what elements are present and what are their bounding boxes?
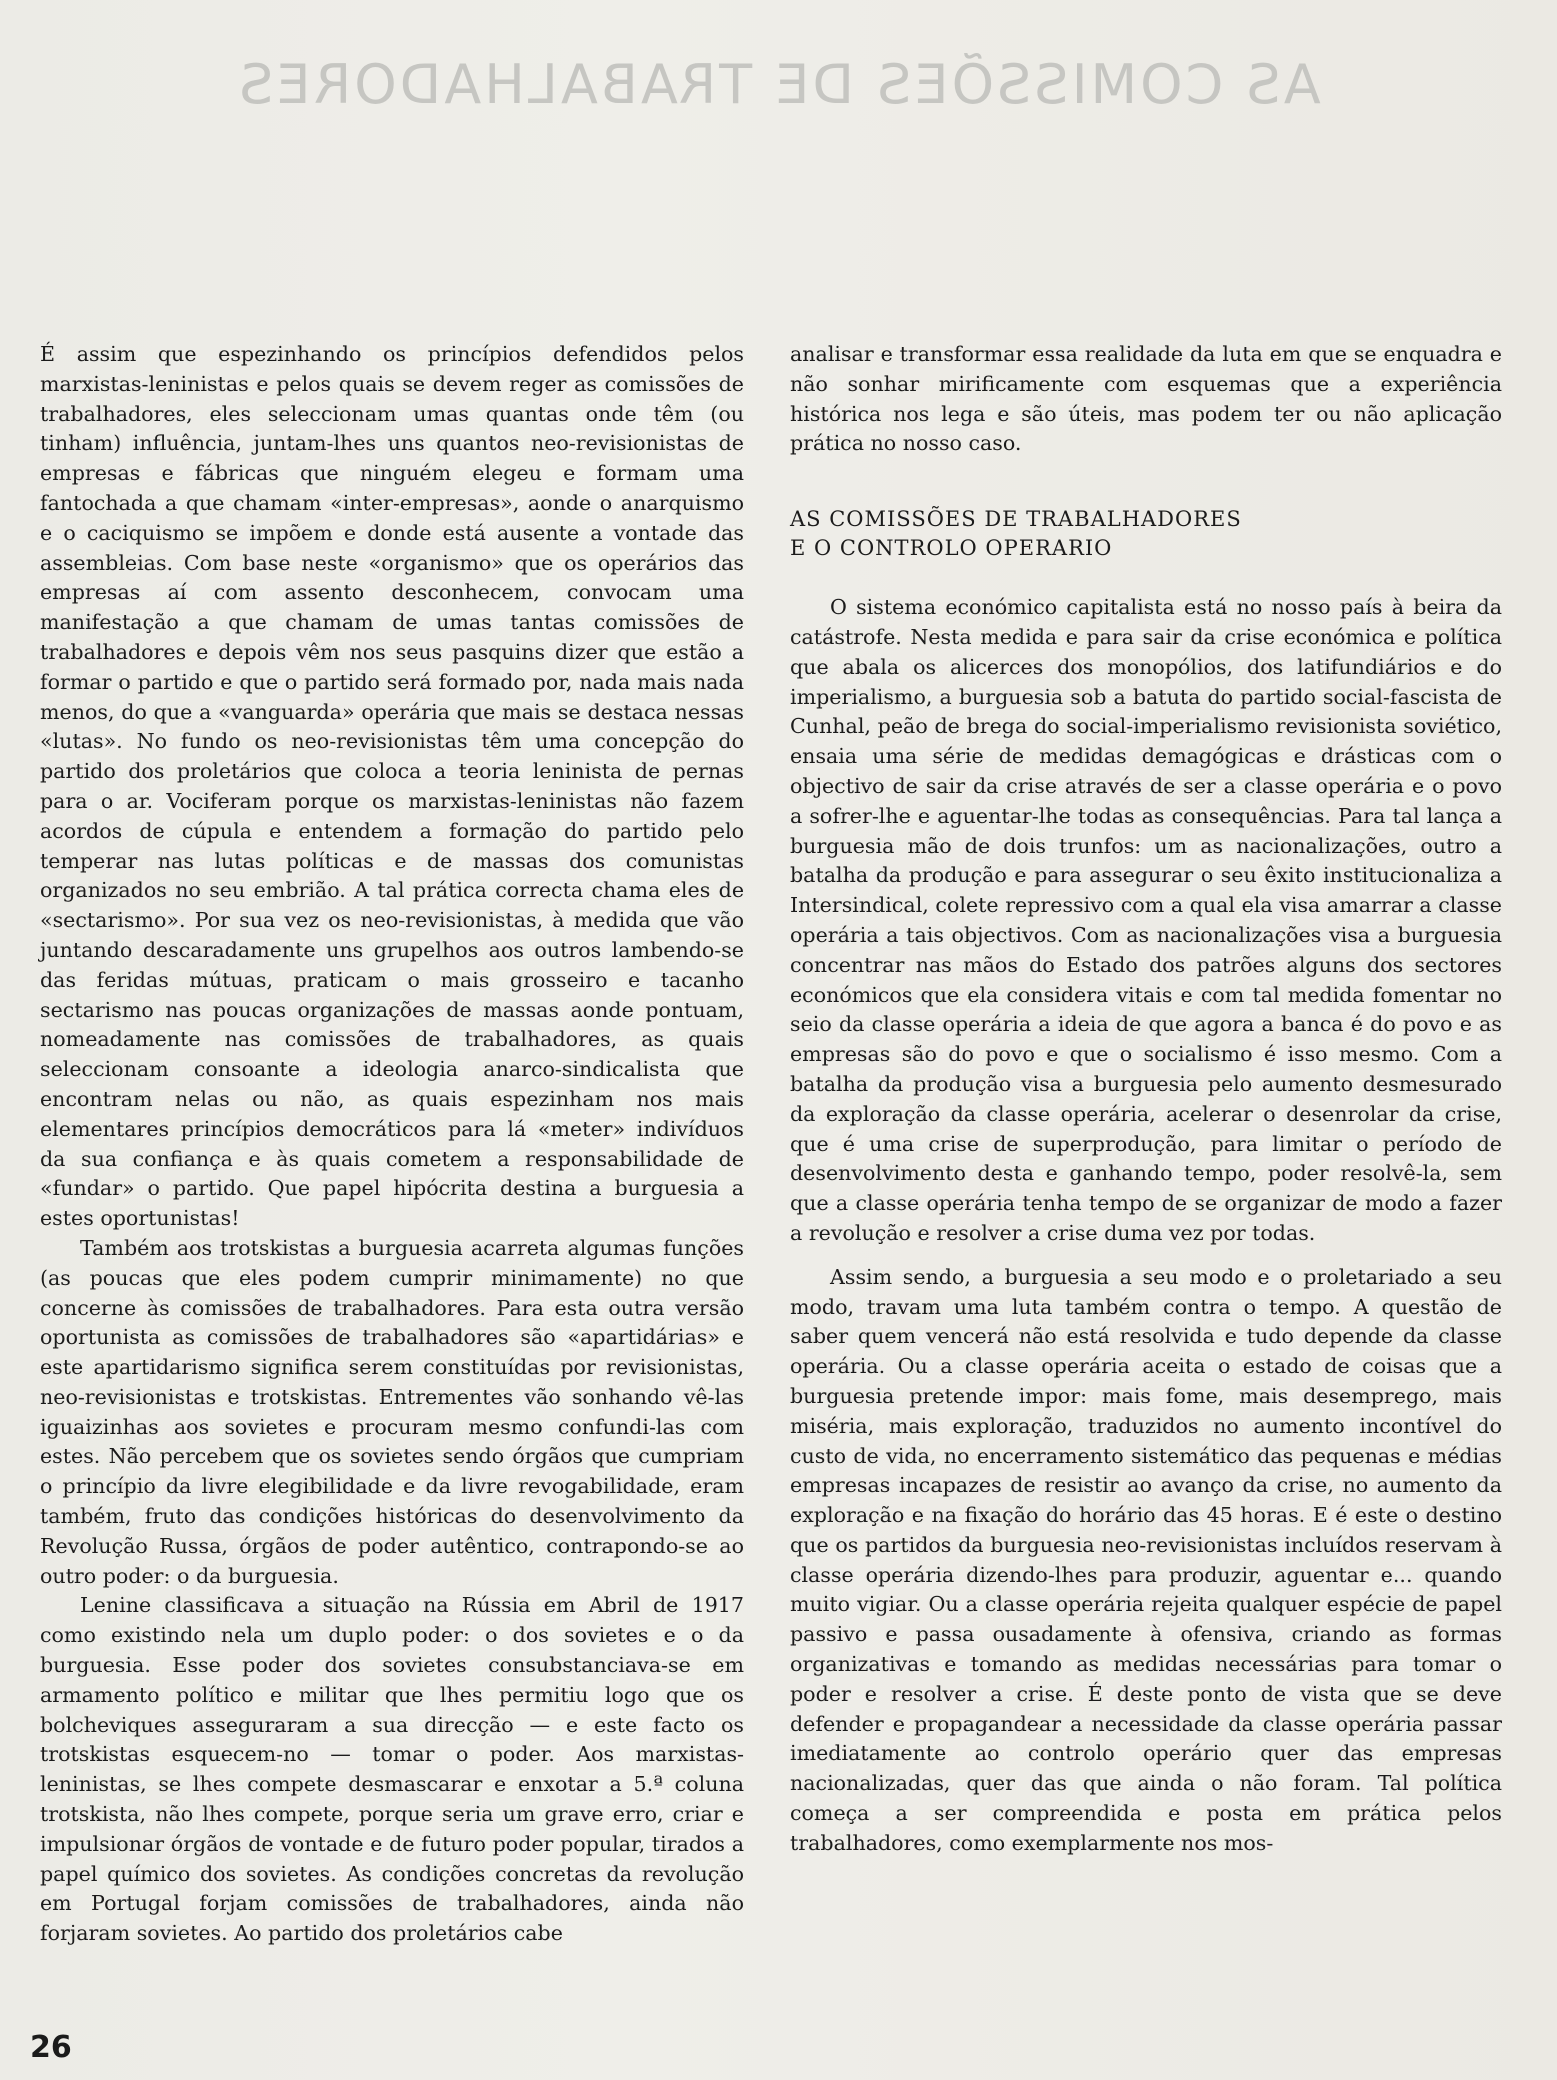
page-number: 26 [30, 2030, 72, 2065]
body-paragraph: Assim sendo, a burguesia a seu modo e o proletariado a seu modo, travam uma luta também contra o tempo. A questão de saber quem vencerá não está resolvida e tudo depende da classe operária. Ou a classe operária aceita o estado de coisas que a burguesia pretende impor: mais fome, mais desemprego, mais miséria, mais exploração, traduzidos no aumento incontível do custo de vida, no encerramento sistemático das pequenas e médias empresas incapazes de resistir ao avanço da crise, no aumento da exploração e na fixação do horário das 45 horas. E é este o destino que os partidos da burguesia neo-revisionistas incluídos reservam à classe operária dizendo-lhes para produzir, aguentar e... quando muito vigiar. Ou a classe operária rejeita qualquer espécie de papel passivo e passa ousadamente à ofensiva, criando as formas organizativas e tomando as medidas necessárias para tomar o poder e resolver a crise. É deste ponto de vista que se deve defender e propagandear a necessidade da classe operária passar imediatamente ao controlo operário quer das empresas nacionalizadas, quer das que ainda o não foram. Tal política começa a ser compreendida e posta em prática pelos trabalhadores, como exemplarmente nos mos- [790, 1264, 1502, 1855]
section-heading-line: E O CONTROLO OPERARIO [790, 536, 1113, 561]
body-paragraph: analisar e transformar essa realidade da luta em que se enquadra e não sonhar mirificamente com esquemas que a experiência histórica nos lega e são úteis, mas podem ter ou não aplicação prática no nosso caso. [790, 342, 1502, 456]
section-heading [790, 505, 1502, 563]
left-column [40, 340, 744, 1949]
body-paragraph: Também aos trotskistas a burguesia acarreta algumas funções (as poucas que eles podem cumprir minimamente) no que concerne às comissões de trabalhadores. Para esta outra versão oportunista as comissões de trabalhadores são «apartidárias» e este apartidarismo significa serem constituídas por revisionistas, neo-revisionistas e trotskistas. Entrementes vão sonhando vê-las iguaizinhas aos sovietes e procuram mesmo confundi-las com estes. Não percebem que os sovietes sendo órgãos que cumpriam o princípio da livre elegibilidade e da livre revogabilidade, eram também, fruto das condições históricas do desenvolvimento da Revolução Russa, órgãos de poder autêntico, contrapondo-se ao outro poder: o da burguesia. [40, 1235, 744, 1588]
right-column [790, 340, 1502, 1859]
body-paragraph: O sistema económico capitalista está no nosso país à beira da catástrofe. Nesta medida e para sair da crise económica e política que abala os alicerces dos monopólios, dos latifundiários e do imperialismo, a burguesia sob a batuta do partido social-fascista de Cunhal, peão de brega do social-imperialismo revisionista soviético, ensaia uma série de medidas demagógicas e drásticas com o objectivo de sair da crise através de ser a classe operária e o povo a sofrer-lhe e aguentar-lhe todas as consequências. Para tal lança a burguesia mão de dois trunfos: um as nacionalizações, outro a batalha da produção e para assegurar o seu êxito institucionaliza a Intersindical, colete repressivo com a qual ela visa amarrar a classe operária a tais objectivos. Com as nacionalizações visa a burguesia concentrar nas mãos do Estado dos patrões alguns dos sectores económicos que ela considera vitais e com tal medida fomentar no seio da classe operária a ideia de que agora a banca é do povo e as empresas são do povo e que o socialismo é isso mesmo. Com a batalha da produção visa a burguesia pelo aumento desmesurado da exploração da classe operária, acelerar o desenrolar da crise, que é uma crise de superprodução, para limitar o período de desenvolvimento desta e ganhando tempo, poder resolvê-la, sem que a classe operária tenha tempo de se organizar de modo a fazer a revolução e resolver a crise duma vez por todas. [790, 595, 1502, 1245]
body-paragraph: É assim que espezinhando os princípios defendidos pelos marxistas-leninistas e pelos quais se devem reger as comissões de trabalhadores, eles seleccionam umas quantas onde têm (ou tinham) influência, juntam-lhes uns quantos neo-revisionistas de empresas e fábricas que ninguém elegeu e formam uma fantochada a que chamam «inter-empresas», aonde o anarquismo e o caciquismo se impõem e donde está ausente a vontade das assembleias. Com base neste «organismo» que os operários das empresas aí com assento desconhecem, convocam uma manifestação a que chamam de umas tantas comissões de trabalhadores e depois vêm nos seus pasquins dizer que estão a formar o partido e que o partido será formado por, nada mais nada menos, do que a «vanguarda» operária que mais se destaca nessas «lutas». No fundo os neo-revisionistas têm uma concepção do partido dos proletários que coloca a teoria leninista de pernas para o ar. Vociferam porque os marxistas-leninistas não fazem acordos de cúpula e entendem a formação do partido pelo temperar nas lutas políticas e de massas dos comunistas organizados no seu embrião. A tal prática correcta chama eles de «sectarismo». Por sua vez os neo-revisionistas, à medida que vão juntando descaradamente uns grupelhos aos outros lambendo-se das feridas mútuas, praticam o mais grosseiro e tacanho sectarismo nas poucas organizações de massas aonde pontuam, nomeadamente nas comissões de trabalhadores, as quais seleccionam consoante a ideologia anarco-sindicalista que encontram nelas ou não, as quais espezinham nos mais elementares princípios democráticos para lá «meter» indivíduos da sua confiança e às quais cometem a responsabilidade de «fundar» o partido. Que papel hipócrita destina a burguesia a estes oportunistas! [40, 342, 744, 1231]
body-paragraph: Lenine classificava a situação na Rússia em Abril de 1917 como existindo nela um duplo poder: o dos sovietes e o da burguesia. Esse poder dos sovietes consubstanciava-se em armamento político e militar que lhes permitiu logo que os bolcheviques asseguraram a sua direcção — e este facto os trotskistas esquecem-no — tomar o poder. Aos marxistas-leninistas, se lhes compete desmascarar e enxotar a 5.ª coluna trotskista, não lhes compete, porque seria um grave erro, criar e impulsionar órgãos de vontade e de futuro poder popular, tirados a papel químico dos sovietes. As condições concretas da revolução em Portugal forjam comissões de trabalhadores, ainda não forjaram sovietes. Ao partido dos proletários cabe [40, 1593, 744, 1946]
section-heading-line: AS COMISSÕES DE TRABALHADORES [790, 507, 1242, 532]
bleed-through-header: AS COMISSÕES DE TRABALHADORES [236, 53, 1321, 116]
